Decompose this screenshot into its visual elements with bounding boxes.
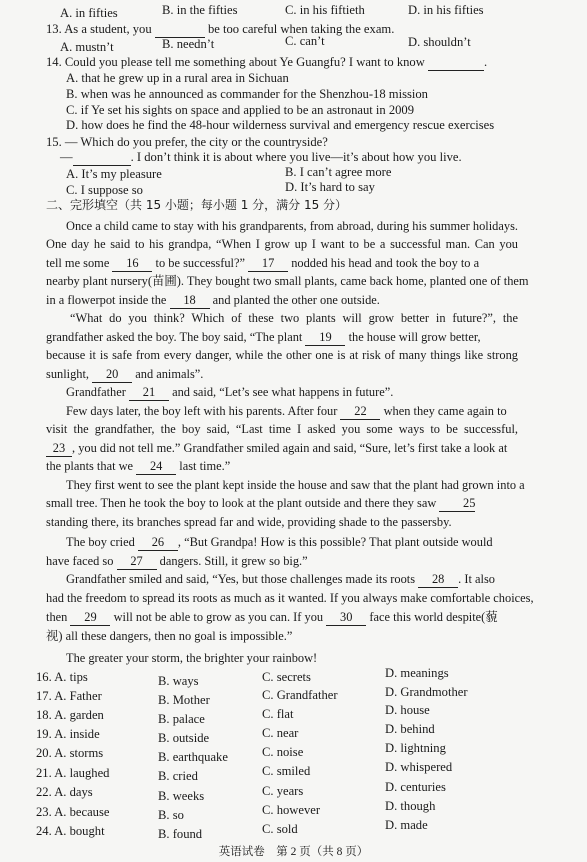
- passage-line: had the freedom to spread its roots as much as it wanted. If you always make comfortable choices,: [46, 591, 534, 605]
- section-2-title: 二、完形填空（共 15 小题；每小题 1 分，满分 15 分）: [46, 198, 348, 212]
- blank-24: 24: [136, 459, 176, 475]
- passage-line: then 29 will not be able to grow as you can. If you 30 face this world despite(藐: [46, 610, 498, 624]
- option-row-20: 20. A. storms: [36, 746, 104, 760]
- question-13: [46, 22, 394, 38]
- q14-option-c: C. if Ye set his sights on space and applied to be an astronaut in 2009: [66, 103, 415, 117]
- option-20-c: C. noise: [262, 745, 304, 759]
- passage-line: small tree. Then he took the boy to look at the plant outside and there they saw 25: [46, 496, 476, 510]
- blank-19: 19: [305, 330, 345, 346]
- passage-line: The boy cried 26 , “But Grandpa! How is this possible? That plant outside would: [66, 535, 493, 549]
- option-23-b: B. so: [158, 808, 184, 822]
- option-24-c: C. sold: [262, 822, 298, 836]
- option-19-d: D. behind: [385, 722, 435, 736]
- passage-line: because it is safe from every danger, while the other one is at risk of many things like strong: [46, 348, 518, 362]
- q12-option-d: D. in his fifties: [408, 3, 484, 17]
- passage-line: “What do you think? Which of these two plants will grow better in future?”, the: [70, 311, 518, 325]
- option-row-22: 22. A. days: [36, 785, 93, 799]
- q14-stem: 14. Could you please tell me something about Ye Guangfu? I want to know: [46, 55, 425, 69]
- blank-27: 27: [117, 554, 157, 570]
- q14-option-a: A. that he grew up in a rural area in Sichuan: [66, 71, 289, 85]
- blank-17: 17: [248, 256, 288, 272]
- option-row-21: 21. A. laughed: [36, 766, 110, 780]
- option-16-c: C. secrets: [262, 670, 311, 684]
- blank-23: 23: [46, 441, 72, 457]
- q13-option-b: B. needn’t: [162, 37, 215, 51]
- q15-option-c: C. I suppose so: [66, 183, 143, 197]
- blank-28: 28: [418, 572, 458, 588]
- passage-line: the plants that we 24 last time.”: [46, 459, 231, 473]
- q13-option-d: D. shouldn’t: [408, 35, 471, 49]
- passage-line: visit the grandfather, the boy said, “Last time I asked you some ways to be successful,: [46, 422, 518, 436]
- option-24-d: D. made: [385, 818, 428, 832]
- blank-30: 30: [326, 610, 366, 626]
- option-row-19: 19. A. inside: [36, 727, 100, 741]
- option-row-16: 16. A. tips: [36, 670, 88, 684]
- passage-line: 23 , you did not tell me.” Grandfather smiled again and said, “Sure, let’s first take a look at: [46, 441, 507, 457]
- option-21-b: B. cried: [158, 769, 198, 783]
- option-23-c: C. however: [262, 803, 321, 817]
- blank-16: 16: [112, 256, 152, 272]
- option-17-d: D. Grandmother: [385, 685, 468, 699]
- option-22-b: B. weeks: [158, 789, 205, 803]
- option-17-c: C. Grandfather: [262, 688, 338, 702]
- option-17-b: B. Mother: [158, 693, 210, 707]
- q14-option-d: D. how does he find the 48-hour wilderness survival and emergency rescue exercises: [66, 118, 495, 132]
- option-21-c: C. smiled: [262, 764, 311, 778]
- passage-line: in a flowerpot inside the 18 and planted the other one outside.: [46, 293, 380, 307]
- option-24-b: B. found: [158, 827, 203, 841]
- option-16-d: D. meanings: [385, 666, 449, 680]
- q12-option-b: B. in the fifties: [162, 3, 238, 17]
- q12-option-c: C. in his fiftieth: [285, 3, 365, 17]
- blank-20: 20: [92, 367, 132, 383]
- q14-option-b: B. when was he announced as commander for the Shenzhou-18 mission: [66, 87, 428, 101]
- option-19-c: C. near: [262, 726, 299, 740]
- passage-line: They first went to see the plant kept inside the house and saw that the plant had grown into a: [66, 478, 525, 492]
- q13-blank: [155, 22, 205, 38]
- option-18-c: C. flat: [262, 707, 294, 721]
- blank-25: 25: [439, 496, 475, 512]
- q13-stem-end: be too careful when taking the exam.: [207, 22, 395, 36]
- option-16-b: B. ways: [158, 674, 199, 688]
- option-20-b: B. earthquake: [158, 750, 228, 764]
- passage-line: Grandfather 21 and said, “Let’s see what happens in future”.: [66, 385, 394, 399]
- blank-21: 21: [129, 385, 169, 401]
- option-19-b: B. outside: [158, 731, 210, 745]
- passage-line: sunlight, 20 and animals”.: [46, 367, 204, 381]
- blank-18: 18: [170, 293, 210, 309]
- option-23-d: D. though: [385, 799, 436, 813]
- passage-line: nearby plant nursery(苗圃). They bought two small plants, came back home, planted one of them: [46, 274, 529, 288]
- passage-line: Few days later, the boy left with his parents. After four 22 when they came again to: [66, 404, 507, 418]
- option-18-b: B. palace: [158, 712, 205, 726]
- blank-26: 26: [138, 535, 178, 551]
- page-footer: 英语试卷 第 2 页（共 8 页）: [218, 846, 369, 858]
- option-row-23: 23. A. because: [36, 805, 110, 819]
- q12-option-a: A. in fifties: [60, 6, 118, 20]
- q15-reply-text: . I don’t think it is about where you live—it’s about how you live.: [130, 150, 462, 164]
- option-row-24: 24. A. bought: [36, 824, 105, 838]
- q15-reply: [60, 150, 462, 166]
- passage-line: tell me some 16 to be successful?” 17 nodded his head and took the boy to a: [46, 256, 480, 270]
- blank-22: 22: [340, 404, 380, 420]
- q13-stem-start: 13. As a student, you: [46, 22, 152, 36]
- passage-line: Once a child came to stay with his grandparents, from abroad, during his summer holidays.: [66, 219, 518, 233]
- option-row-17: 17. A. Father: [36, 689, 102, 703]
- option-20-d: D. lightning: [385, 741, 446, 755]
- option-22-c: C. years: [262, 784, 304, 798]
- passage-line: 视) all these dangers, then no goal is impossible.”: [46, 629, 293, 643]
- option-21-d: D. whispered: [385, 760, 453, 774]
- q15-dash: —: [60, 150, 73, 164]
- q15-blank: [73, 150, 131, 166]
- passage-line: Grandfather smiled and said, “Yes, but those challenges made its roots 28 . It also: [66, 572, 495, 586]
- option-row-18: 18. A. garden: [36, 708, 104, 722]
- q15-option-d: D. It’s hard to say: [285, 180, 375, 194]
- passage-line: grandfather asked the boy. The boy said, “The plant 19 the house will grow better,: [46, 330, 481, 344]
- question-14: 14. Could you please tell me something about Ye Guangfu? I want to know .: [46, 55, 488, 69]
- passage-line: standing there, its branches spread far and wide, providing shade to the passersby.: [46, 515, 452, 529]
- q14-blank: [428, 55, 484, 71]
- question-15: 15. — Which do you prefer, the city or the countryside?: [46, 135, 328, 149]
- q15-option-b: B. I can’t agree more: [285, 165, 392, 179]
- option-22-d: D. centuries: [385, 780, 446, 794]
- q15-option-a: A. It’s my pleasure: [66, 167, 162, 181]
- passage-line: have faced so 27 dangers. Still, it grew so big.”: [46, 554, 308, 568]
- passage-line: One day he said to his grandpa, “When I grow up I want to be a successful man. Can you: [46, 237, 518, 251]
- option-18-d: D. house: [385, 703, 430, 717]
- q13-option-c: C. can’t: [285, 34, 325, 48]
- passage-line: The greater your storm, the brighter your rainbow!: [66, 651, 318, 665]
- q13-option-a: A. mustn’t: [60, 40, 114, 54]
- blank-29: 29: [70, 610, 110, 626]
